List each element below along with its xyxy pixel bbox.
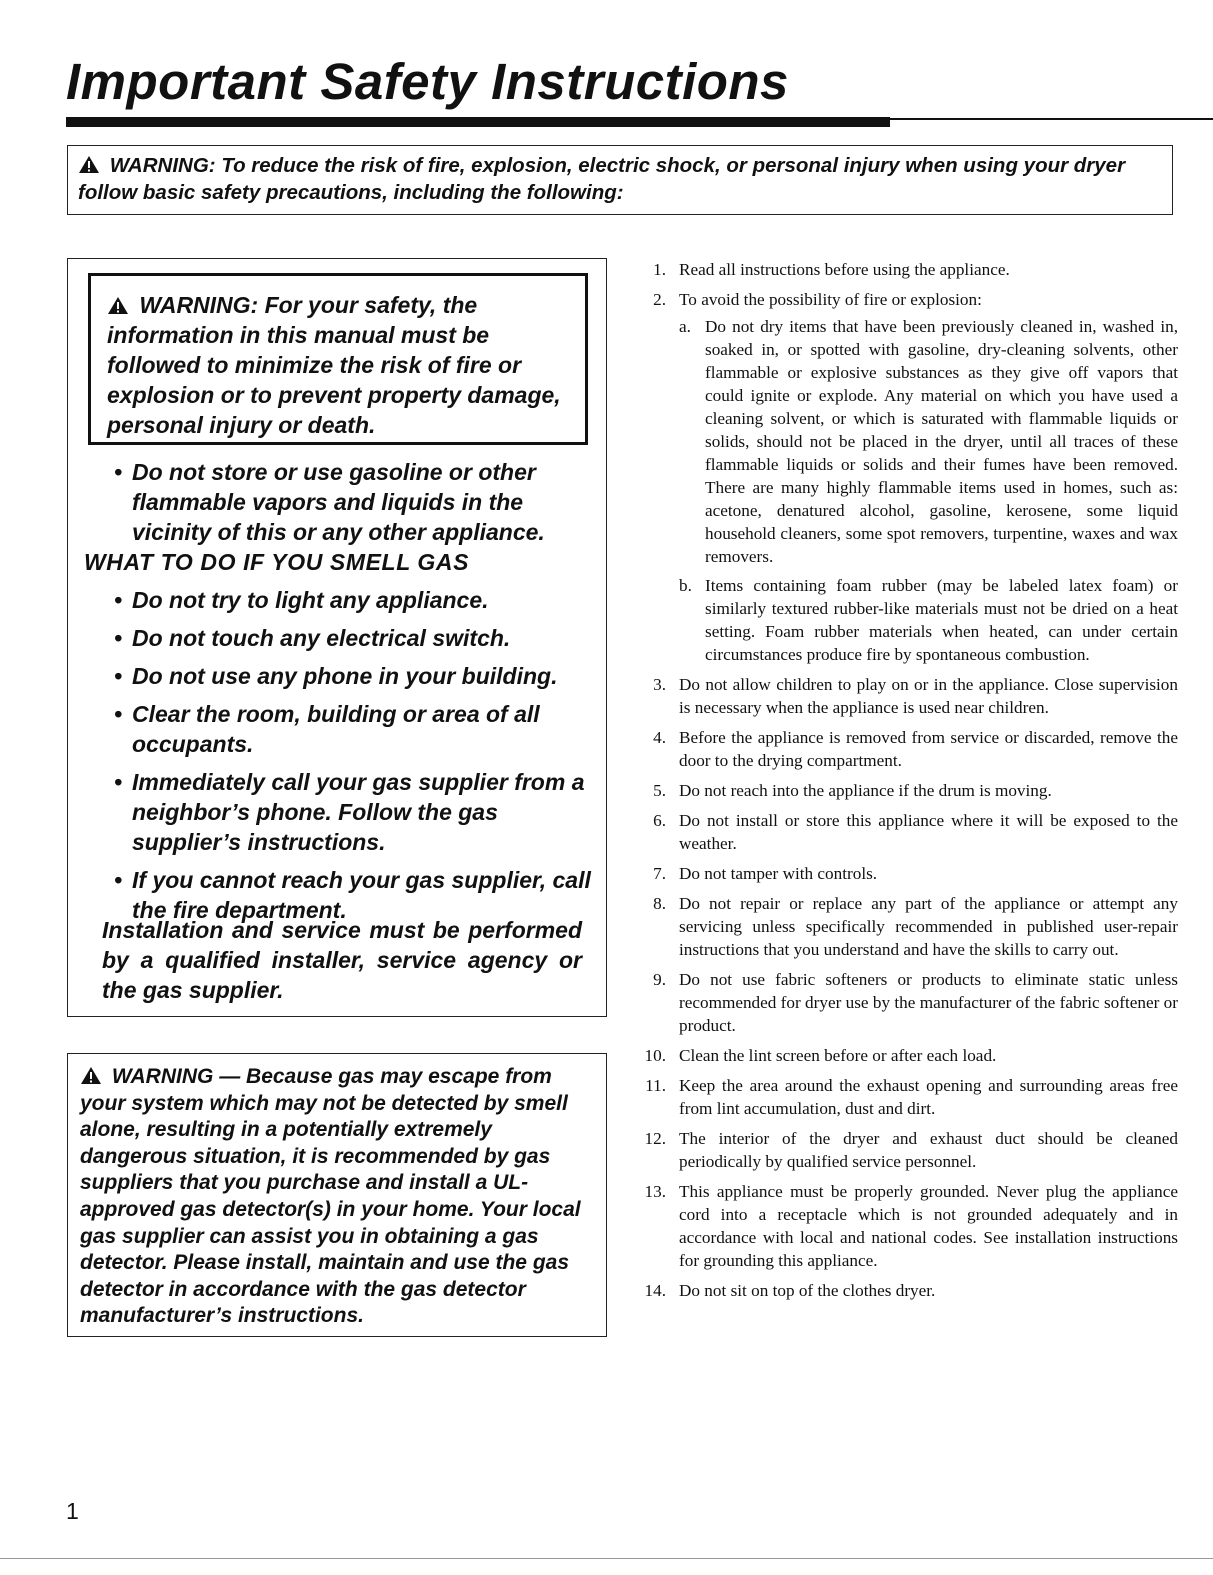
instruction-item — [640, 288, 1178, 666]
manual-warning-text: For your safety, the information in this manual must be followed to minimize the risk of fire or explosion or to prevent property damage, personal injury or death. — [107, 292, 561, 438]
gas-detector-warning-box — [67, 1053, 607, 1337]
instruction-number: 1. — [653, 260, 666, 279]
sub-instruction-letter: a. — [679, 317, 691, 336]
sub-instruction-list — [679, 315, 1178, 666]
instruction-item — [640, 892, 1178, 961]
safety-instructions-list — [640, 258, 1178, 1309]
gas-detector-warning-label: WARNING — [111, 1065, 214, 1088]
warning-triangle-icon — [78, 155, 100, 174]
gas-steps-list — [104, 585, 604, 933]
instruction-text: Read all instructions before using the appliance. — [679, 260, 1010, 279]
instruction-number: 10. — [644, 1046, 666, 1065]
warning-triangle-icon — [80, 1066, 102, 1085]
instruction-text: Do not allow children to play on or in the appliance. Close supervision is necessary when the appliance is used near children. — [679, 675, 1178, 717]
instruction-text: Do not use fabric softeners or products to eliminate static unless recommended for dryer use by the manufacturer of the fabric softener or product. — [679, 970, 1178, 1035]
instruction-text: Do not sit on top of the clothes dryer. — [679, 1281, 936, 1300]
instruction-item — [640, 862, 1178, 885]
instruction-text: Keep the area around the exhaust opening and surrounding areas free from lint accumulation, dust and dirt. — [679, 1076, 1178, 1118]
instruction-text: Clean the lint screen before or after each load. — [679, 1046, 997, 1065]
instruction-item — [640, 673, 1178, 719]
top-warning-text: To reduce the risk of fire, explosion, electric shock, or personal injury when using your dryer follow basic safety precautions, including the following: — [78, 154, 1126, 204]
top-warning-label: WARNING: — [109, 154, 216, 177]
gas-step: • Clear the room, building or area of all occupants. — [104, 699, 604, 759]
instruction-number: 6. — [653, 811, 666, 830]
sub-instruction-item — [679, 574, 1178, 666]
instruction-number: 5. — [653, 781, 666, 800]
sub-instruction-letter: b. — [679, 576, 692, 595]
instruction-item — [640, 1127, 1178, 1173]
gas-step: • Immediately call your gas supplier from a neighbor’s phone. Follow the gas supplier’s instructions. — [104, 767, 604, 857]
gas-detector-warning-text: — Because gas may escape from your system which may not be detected by smell alone, resulting in a potentially extremely dangerous situation, it is recommended by gas suppliers that you purchase and install a UL-approved gas detector(s) in your home. Your local gas supplier can assist you in obtaining a gas detector. Please install, maintain and use the gas detector in accordance with the gas detector manufacturer’s instructions. — [80, 1065, 581, 1328]
instruction-item — [640, 258, 1178, 281]
instruction-number: 7. — [653, 864, 666, 883]
instruction-number: 11. — [645, 1076, 666, 1095]
instruction-item — [640, 1044, 1178, 1067]
sub-instruction-text: Do not dry items that have been previously cleaned in, washed in, soaked in, or spotted with gasoline, dry-cleaning solvents, other flammable or explosive substances as they give off vapors that could ignite or explode. Any material on which you have used a cleaning solvent, or which is saturated with flammable liquids or solids, should not be placed in the dryer, until all traces of these flammable liquids or solids and their fumes have been removed. There are many highly flammable items used in homes, such as: acetone, denatured alcohol, gasoline, kerosene, some liquid household cleaners, some spot removers, turpentine, waxes and wax removers. — [705, 317, 1178, 566]
instruction-text: The interior of the dryer and exhaust duct should be cleaned periodically by qualified service personnel. — [679, 1129, 1178, 1171]
instruction-number: 14. — [644, 1281, 666, 1300]
instruction-text: Do not repair or replace any part of the appliance or attempt any servicing unless specifically recommended in published user-repair instructions that you understand and have the skills to carry out. — [679, 894, 1178, 959]
instruction-item — [640, 726, 1178, 772]
gas-safety-box — [67, 258, 607, 1017]
gas-step: • Do not try to light any appliance. — [104, 585, 604, 615]
title-underline-extension — [890, 118, 1213, 120]
instruction-number: 9. — [653, 970, 666, 989]
instruction-text: Do not install or store this appliance where it will be exposed to the weather. — [679, 811, 1178, 853]
instruction-number: 8. — [653, 894, 666, 913]
instruction-text: To avoid the possibility of fire or explosion: — [679, 290, 982, 309]
instruction-text: Before the appliance is removed from service or discarded, remove the door to the drying compartment. — [679, 728, 1178, 770]
instruction-number: 12. — [644, 1129, 666, 1148]
manual-warning-label: WARNING: — [139, 292, 259, 318]
title-underline — [66, 117, 890, 127]
page-number: 1 — [66, 1498, 79, 1524]
sub-instruction-text: Items containing foam rubber (may be labeled latex foam) or similarly textured rubber-like materials must not be dried on a heat setting. Foam rubber materials when heated, can under certain circumstances produce fire by spontaneous combustion. — [705, 576, 1178, 664]
top-warning-box — [67, 145, 1173, 215]
gas-step: • Do not use any phone in your building. — [104, 661, 604, 691]
sub-instruction-item — [679, 315, 1178, 568]
smell-gas-heading: WHAT TO DO IF YOU SMELL GAS — [84, 549, 470, 575]
warning-triangle-icon — [107, 296, 129, 315]
instruction-item — [640, 1074, 1178, 1120]
page-title: Important Safety Instructions — [66, 53, 789, 110]
instruction-text: Do not tamper with controls. — [679, 864, 878, 883]
instruction-item — [640, 1279, 1178, 1302]
storage-bullet-list — [104, 457, 594, 547]
instruction-text: This appliance must be properly grounded. Never plug the appliance cord into a receptacle which is not grounded adequately and in accordance with local and national codes. See installation instructions for grounding this appliance. — [679, 1182, 1178, 1270]
gas-step: • Do not touch any electrical switch. — [104, 623, 604, 653]
instruction-item — [640, 968, 1178, 1037]
manual-warning-box — [88, 273, 588, 445]
gas-step: • If you cannot reach your gas supplier, call the fire department. — [104, 865, 604, 925]
instruction-number: 2. — [653, 290, 666, 309]
instruction-text: Do not reach into the appliance if the drum is moving. — [679, 781, 1052, 800]
storage-bullet: • Do not store or use gasoline or other flammable vapors and liquids in the vicinity of this or any other appliance. — [104, 457, 594, 547]
installation-note: Installation and service must be performed by a qualified installer, service agency or the gas supplier. — [102, 917, 582, 1003]
instruction-item — [640, 1180, 1178, 1272]
instruction-item — [640, 809, 1178, 855]
instruction-number: 3. — [653, 675, 666, 694]
bottom-divider — [0, 1558, 1213, 1559]
instruction-number: 13. — [644, 1182, 666, 1201]
instruction-item — [640, 779, 1178, 802]
instruction-number: 4. — [653, 728, 666, 747]
